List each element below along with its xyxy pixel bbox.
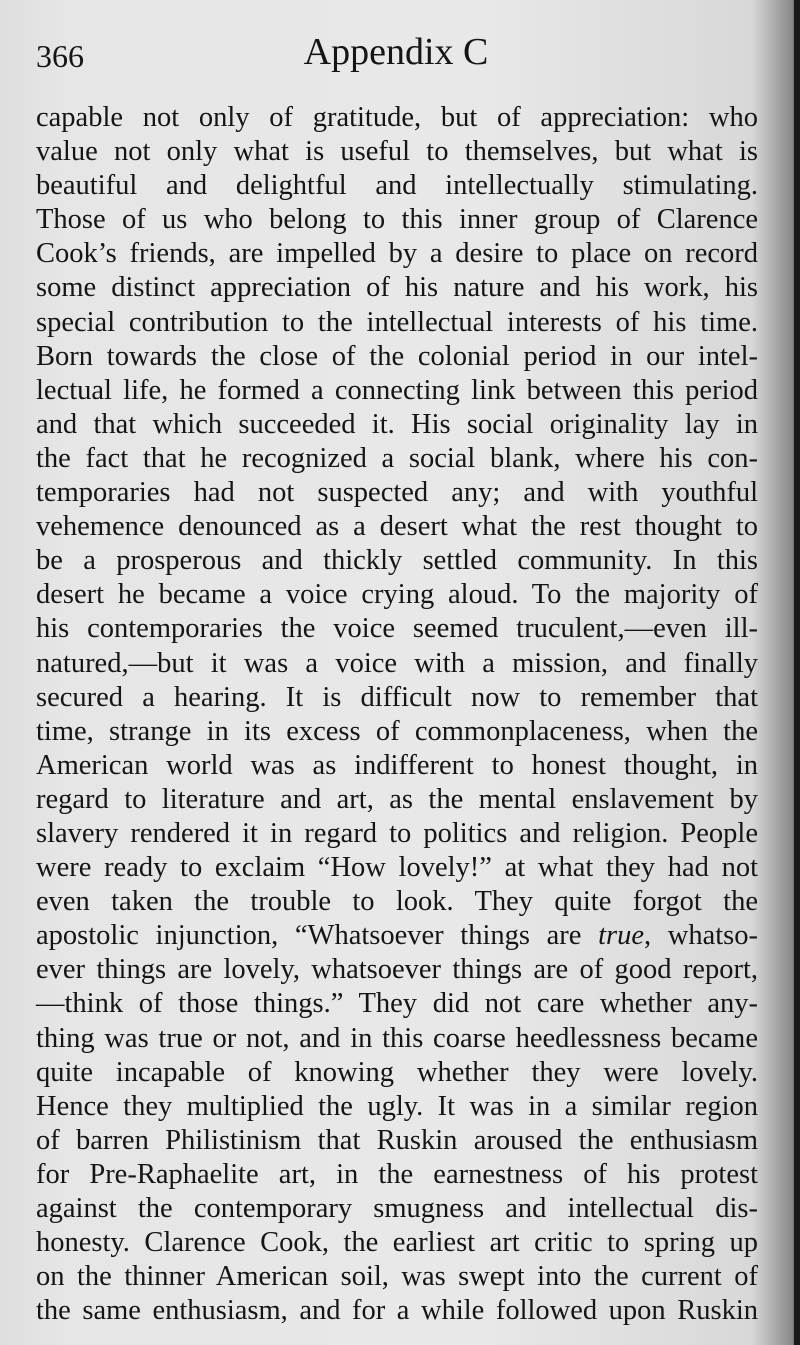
- text-line: ever things are lovely, whatsoever things are of good report,: [36, 954, 758, 986]
- text-line: lectual life, he formed a connecting link between this period: [36, 374, 758, 406]
- text-line: slavery rendered it in regard to politics and religion. People: [36, 817, 758, 849]
- page-header: [36, 28, 756, 78]
- text-line: value not only what is useful to themselves, but what is: [36, 136, 758, 168]
- text-line: time, strange in its excess of commonplaceness, when the: [36, 715, 758, 747]
- text-line: —think of those things.” They did not care whether any-: [36, 988, 758, 1020]
- text-line: apostolic injunction, “Whatsoever things are true, whatso-: [36, 920, 759, 952]
- text-line: even taken the trouble to look. They quite forgot the: [36, 886, 758, 918]
- text-line: Born towards the close of the colonial period in our intel-: [36, 340, 758, 372]
- text-line: beautiful and delightful and intellectually stimulating.: [36, 170, 758, 202]
- text-line: and that which succeeded it. His social originality lay in: [36, 408, 758, 440]
- text-line: thing was true or not, and in this coarse heedlessness became: [36, 1022, 758, 1054]
- text-line: on the thinner American soil, was swept into the current of: [36, 1261, 758, 1293]
- text-line: American world was as indifferent to honest thought, in: [36, 749, 758, 781]
- text-line: regard to literature and art, as the mental enslavement by: [36, 783, 758, 815]
- text-line: Hence they multiplied the ugly. It was in a similar region: [36, 1090, 758, 1122]
- text-line: the fact that he recognized a social blank, where his con-: [36, 442, 758, 474]
- text-line: his contemporaries the voice seemed truculent,—even ill-: [36, 613, 758, 645]
- page-edge-shadow: [794, 0, 800, 1345]
- body-text: [36, 101, 758, 1328]
- text-line: secured a hearing. It is difficult now to remember that: [36, 681, 758, 713]
- text-line: special contribution to the intellectual interests of his time.: [36, 306, 758, 338]
- text-line: honesty. Clarence Cook, the earliest art critic to spring up: [36, 1227, 758, 1259]
- text-line: against the contemporary smugness and intellectual dis-: [36, 1193, 758, 1224]
- text-line: be a prosperous and thickly settled community. In this: [36, 545, 758, 577]
- emphasized-word: true: [598, 920, 644, 952]
- text-line: capable not only of gratitude, but of appreciation: who: [36, 102, 758, 133]
- text-line: for Pre-Raphaelite art, in the earnestness of his protest: [36, 1158, 758, 1190]
- text-line: vehemence denounced as a desert what the rest thought to: [36, 511, 758, 543]
- text-line: Those of us who belong to this inner group of Clarence: [36, 204, 758, 236]
- text-line: quite incapable of knowing whether they were lovely.: [36, 1056, 758, 1088]
- text-line: temporaries had not suspected any; and with youthful: [36, 477, 758, 509]
- text-line: desert he became a voice crying aloud. To the majority of: [36, 579, 758, 611]
- text-line: of barren Philistinism that Ruskin aroused the enthusiasm: [36, 1124, 758, 1156]
- running-head: Appendix C: [303, 31, 489, 73]
- page-number: 366: [36, 38, 84, 74]
- text-line: some distinct appreciation of his nature and his work, his: [36, 272, 758, 304]
- text-line: the same enthusiasm, and for a while followed upon Ruskin: [36, 1295, 758, 1327]
- text-line: Cook’s friends, are impelled by a desire to place on record: [36, 238, 758, 270]
- text-line: were ready to exclaim “How lovely!” at what they had not: [36, 852, 758, 884]
- text-line: natured,—but it was a voice with a mission, and finally: [36, 647, 758, 679]
